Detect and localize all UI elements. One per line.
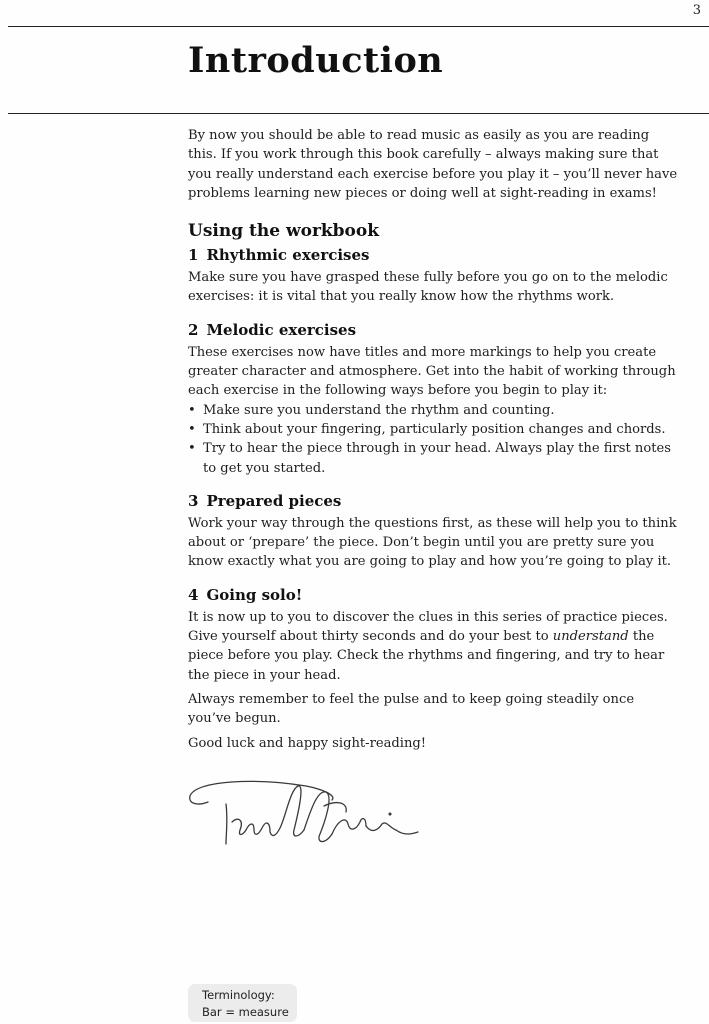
page-title: Introduction [188,40,444,81]
section-title: Rhythmic exercises [206,246,370,265]
list-item: • Try to hear the piece through in your head. Always play the first notes to get you started. [188,441,671,476]
page-number: 3 [692,3,701,18]
section-number: 3 [188,491,199,510]
bullet-icon: • [188,421,196,437]
top-rule [8,26,709,27]
section-number: 1 [188,246,199,265]
section-prepared [188,491,678,572]
section-heading [188,491,678,512]
terminology-label: Terminology: [202,988,275,1002]
section-text: Work your way through the questions first, as these will help you to think about or ‘prepare’ the piece. Don’t begin until you are pretty sure you know exactly what you are going to play and how you’re going to play it. [188,515,677,570]
section-number: 2 [188,320,199,339]
bullet-list [188,401,678,478]
section-heading [188,245,678,266]
section-text: These exercises now have titles and more markings to help you create greater character and atmosphere. Get into the habit of working through each exercise in the following ways before you begin to play it: [188,344,676,399]
section-number: 4 [188,585,199,604]
list-item: • Think about your fingering, particularly position changes and chords. [188,420,678,439]
intro-paragraph: By now you should be able to read music as easily as you are reading this. If you work through this book carefully – always making sure that you really understand each exercise before you play it – you’ll never have problems learning new pieces or doing well at sight-reading in exams! [188,128,678,201]
section-rhythmic [188,245,678,307]
section-melodic [188,320,678,478]
terminology-note [188,984,297,1022]
terminology-text: Bar = measure [202,1004,289,1019]
emphasis: understand [552,629,629,645]
workbook-heading: Using the workbook [188,221,380,242]
pulse-paragraph: Always remember to feel the pulse and to keep going steadily once you’ve begun. [188,691,635,727]
good-luck-paragraph: Good luck and happy sight-reading! [188,735,427,751]
section-text: Make sure you have grasped these fully before you go on to the melodic exercises: it is vital that you really know how the rhythms work. [188,270,668,305]
section-text: It is now up to you to discover the clues in this series of practice pieces. Give yourself about thirty seconds and do your best to understand the piece before you play. Check the rhythms and fingering, and try to hear the piece in your head. [188,609,668,683]
list-item: • Make sure you understand the rhythm and counting. [188,401,678,420]
signature-image [186,776,420,856]
section-title: Going solo! [206,585,303,604]
section-heading [188,320,678,341]
bullet-icon: • [188,441,196,457]
section-heading [188,585,678,606]
title-rule [8,113,709,114]
bullet-icon: • [188,402,196,418]
section-solo [188,585,678,753]
main-content [188,126,678,753]
section-title: Melodic exercises [206,320,357,339]
section-title: Prepared pieces [206,491,342,510]
